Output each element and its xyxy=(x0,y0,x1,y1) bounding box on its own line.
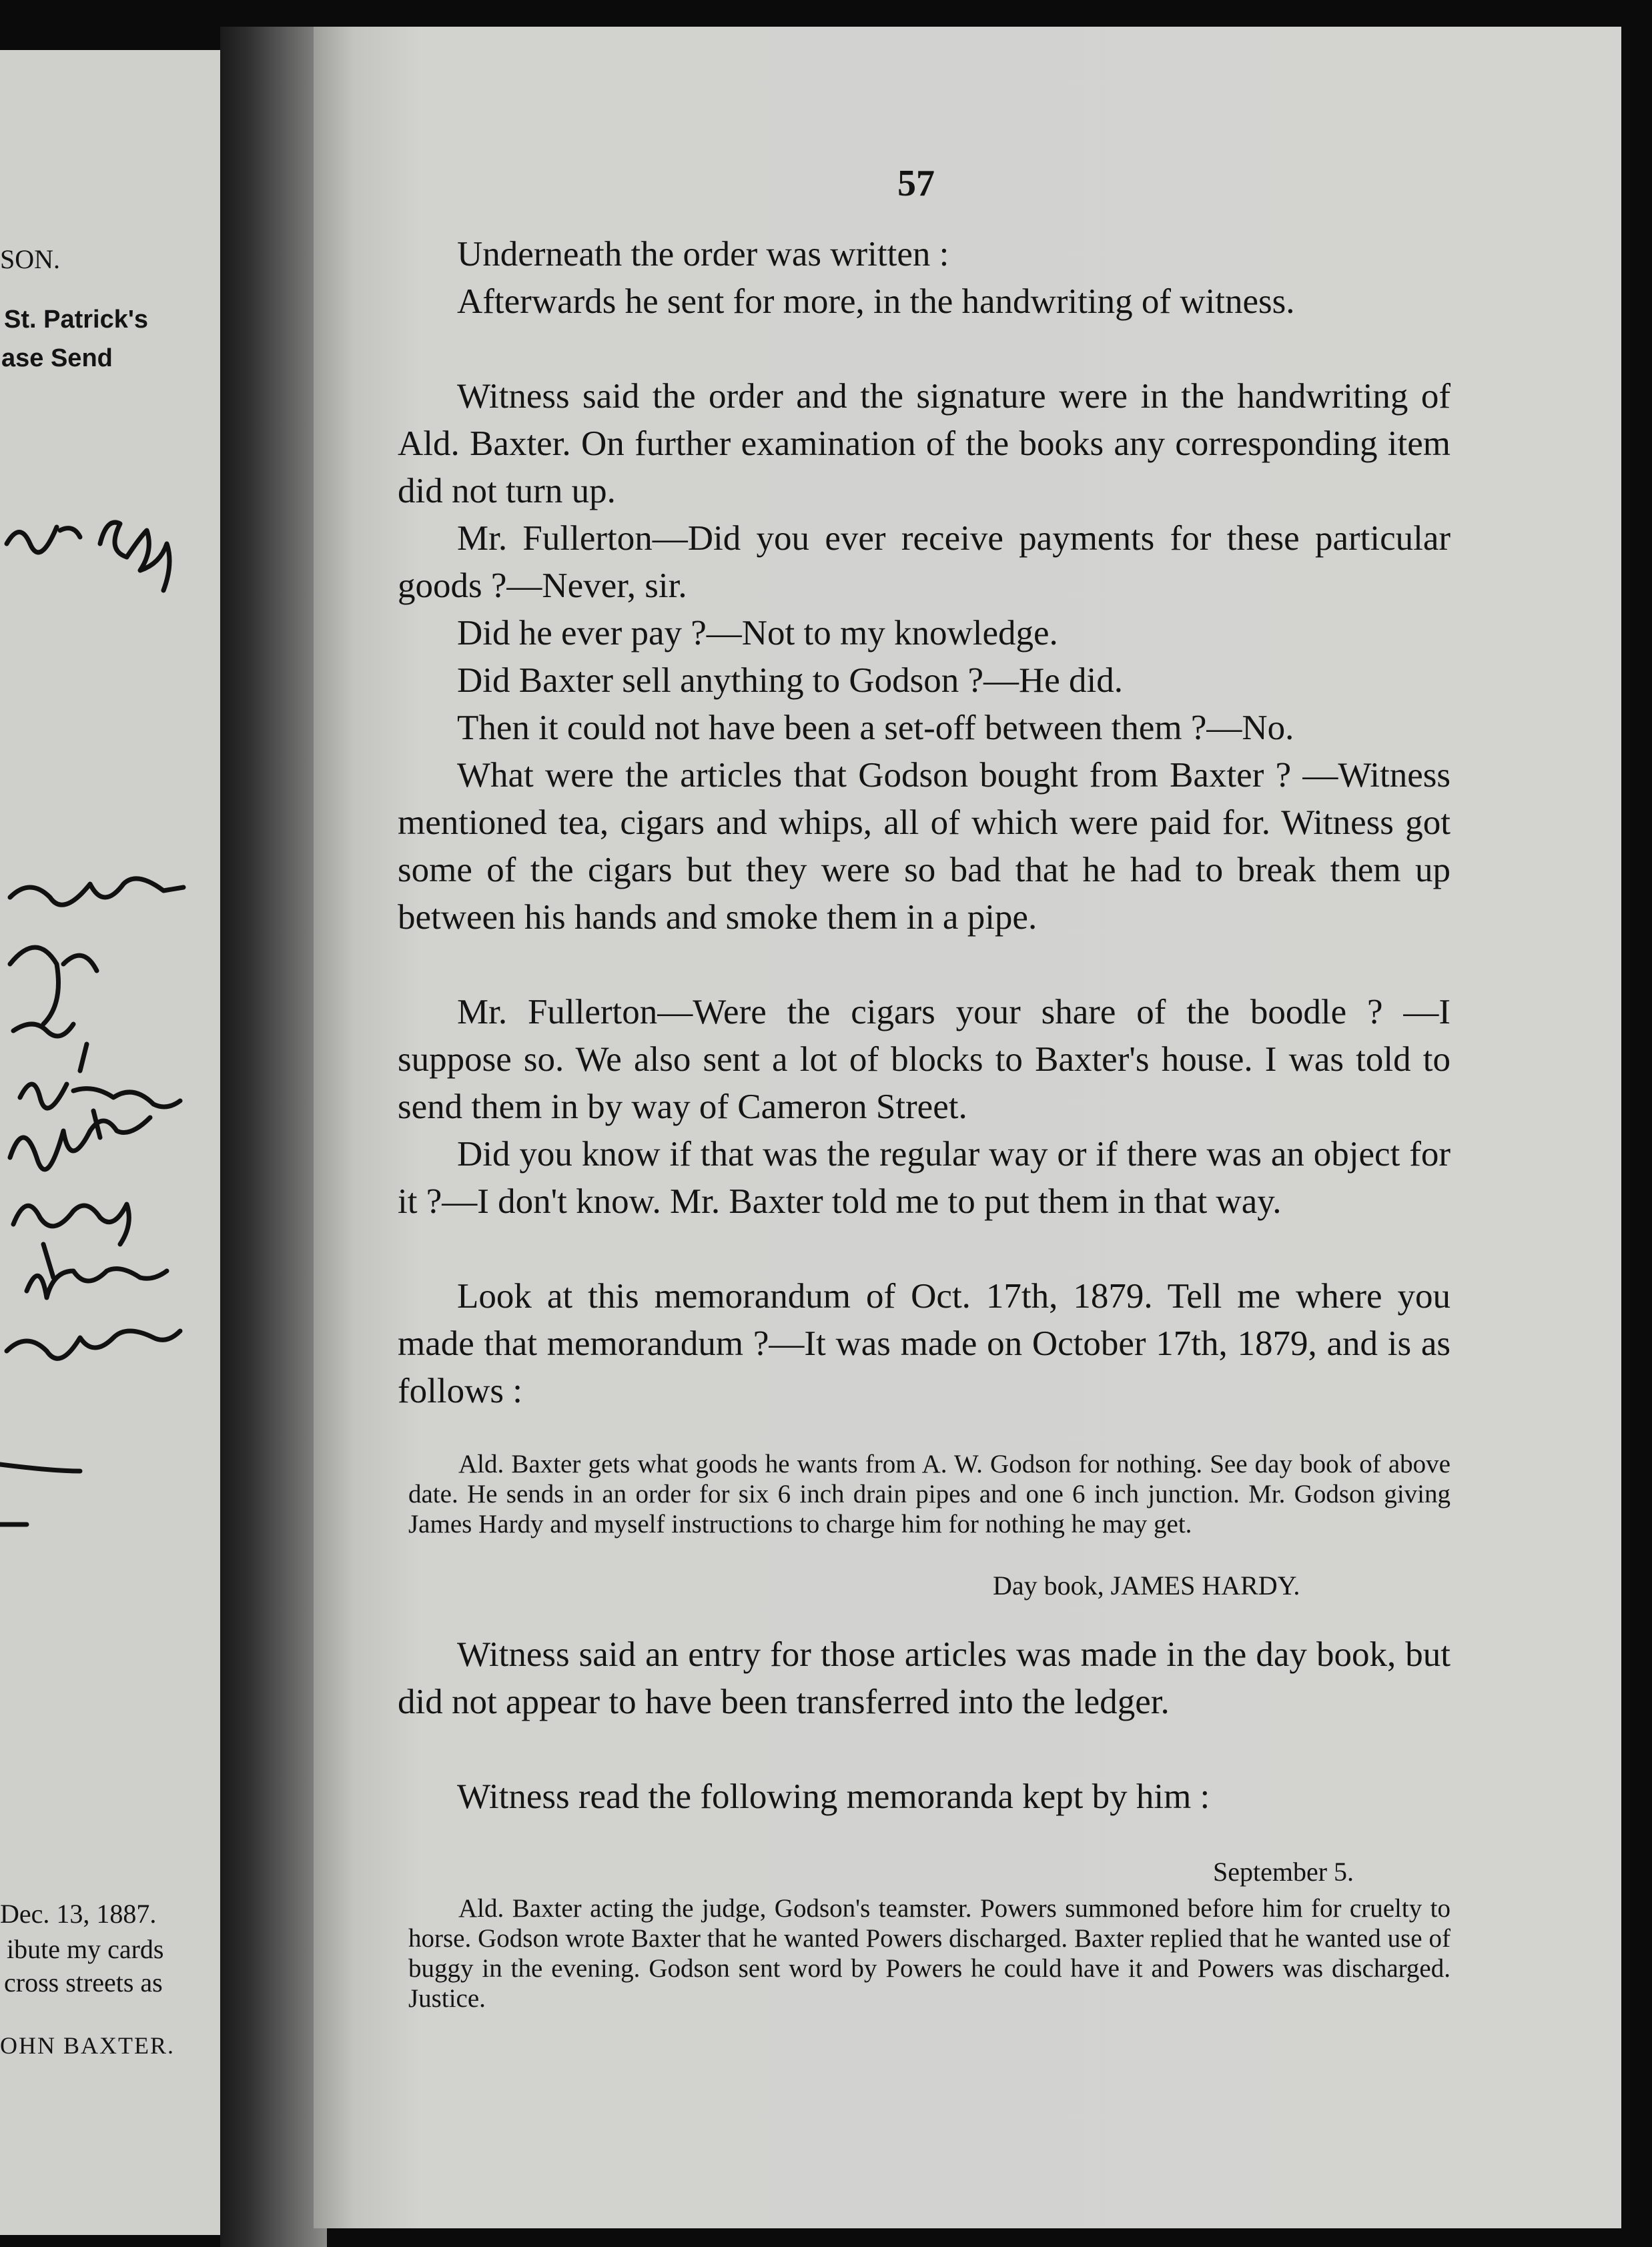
paragraph: Look at this memorandum of Oct. 17th, 1879. Tell me where you made that memorandum ?—It was made on October 17th, 1879, and is as follows : xyxy=(398,1277,1451,1410)
paragraph: Witness said the order and the signature were in the handwriting of Ald. Baxter. On further examination of the books any corresponding item did not turn up. xyxy=(398,377,1451,510)
paragraph: Did you know if that was the regular way or if there was an object for it ?—I don't know. Mr. Baxter told me to put them in that way. xyxy=(398,1135,1451,1221)
left-page-line: cross streets as xyxy=(4,1967,163,1997)
paragraph: Mr. Fullerton—Were the cigars your share of the boodle ? —I suppose so. We also sent a lot of blocks to Baxter's house. I was told to send them in by way of Cameron Street. xyxy=(398,993,1451,1126)
paragraph: Witness said an entry for those articles was made in the day book, but did not appear to have been transferred into the ledger. xyxy=(398,1635,1451,1721)
left-page-line: SON. xyxy=(0,244,61,274)
paragraph: Did Baxter sell anything to Godson ?—He did. xyxy=(457,661,1124,700)
memo-text: Ald. Baxter acting the judge, Godson's teamster. Powers summoned before him for cruelty to horse. Godson wrote Baxter that he wanted Powers discharged. Baxter replied that he wanted use of buggy in the evening. Godson sent word by Powers he could have it and Powers was discharged. Justice. xyxy=(408,1894,1451,2013)
block-quote: Ald. Baxter gets what goods he wants from A. W. Godson for nothing. See day book of above date. He sends in an order for six 6 inch drain pipes and one 6 inch junction. Mr. Godson giving James Hardy and myself instructions to charge him for nothing he may get. xyxy=(408,1450,1451,1538)
memo-date: September 5. xyxy=(1213,1857,1354,1887)
previous-page-fragment xyxy=(0,50,220,2235)
paragraph: Mr. Fullerton—Did you ever receive payments for these particular goods ?—Never, sir. xyxy=(398,519,1451,605)
left-page-line: Dec. 13, 1887. xyxy=(0,1899,157,1929)
left-page-line: ibute my cards xyxy=(7,1934,164,1964)
paragraph: Witness read the following memoranda kept by him : xyxy=(457,1777,1210,1816)
paragraph: Then it could not have been a set-off between them ?—No. xyxy=(457,709,1294,747)
handwritten-letter-fragment xyxy=(0,504,220,1771)
paragraph: Underneath the order was written : xyxy=(457,235,949,274)
left-page-line: St. Patrick's xyxy=(4,306,149,334)
paragraph: Did he ever pay ?—Not to my knowledge. xyxy=(457,614,1058,652)
left-page-line: OHN BAXTER. xyxy=(0,2032,175,2059)
page-number: 57 xyxy=(897,163,935,204)
paragraph: Afterwards he sent for more, in the handwriting of witness. xyxy=(457,282,1295,321)
left-page-line: ase Send xyxy=(1,344,113,372)
quote-signature: Day book, JAMES HARDY. xyxy=(993,1570,1300,1601)
page-edge xyxy=(1621,27,1652,2247)
paragraph: What were the articles that Godson bought from Baxter ? —Witness mentioned tea, cigars and whips, all of which were paid for. Witness got some of the cigars but they were so bad that he had to break them up between his hands and smoke them in a pipe. xyxy=(398,756,1451,937)
book-gutter xyxy=(220,27,327,2247)
